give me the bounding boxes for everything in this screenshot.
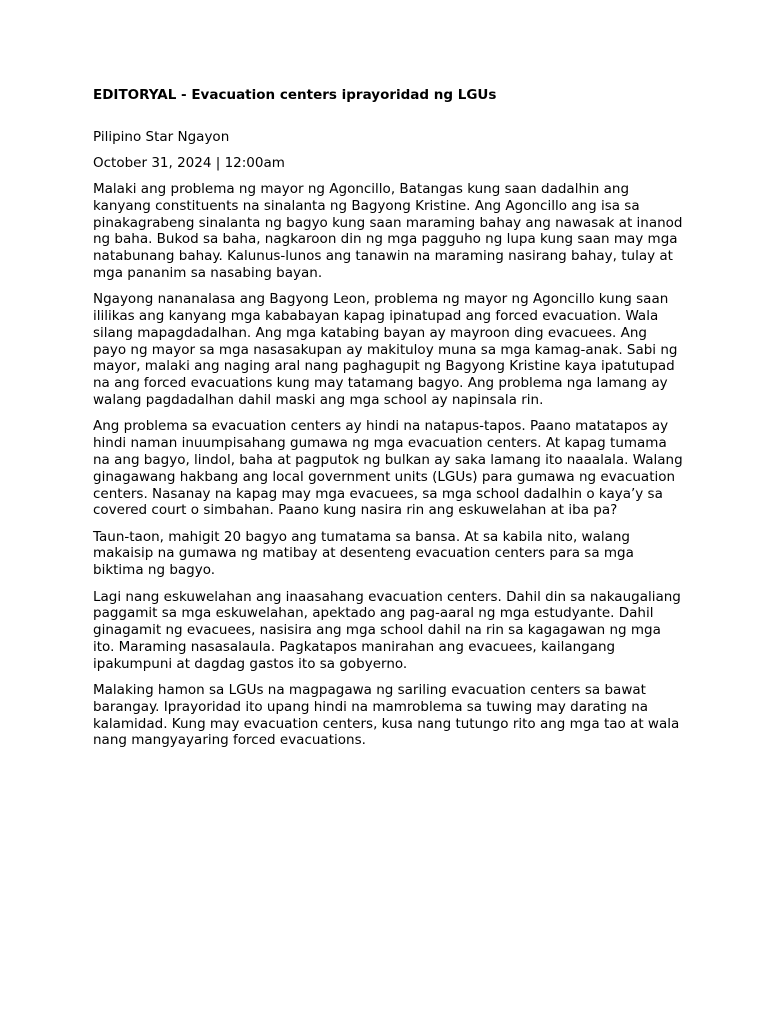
article-paragraph-1: Malaki ang problema ng mayor ng Agoncillo, Batangas kung saan dadalhin ang kanyang constituents na sinalanta ng Bagyong Kristine. Ang Agoncillo ang isa sa pinakagrabeng sinalanta ng bagyo kung saan maraming bahay ang nawasak at inanod ng baha. Bukod sa baha, nagkaroon din ng mga pagguho ng lupa kung saan may mga natabunang bahay. Kalunus-lunos ang tanawin na maraming nasirang bahay, tulay at mga pananim sa nasabing bayan.: [93, 181, 683, 281]
article-title: EDITORYAL - Evacuation centers iprayoridad ng LGUs: [93, 87, 497, 103]
document-page: [93, 86, 683, 759]
article-paragraph-2: Ngayong nananalasa ang Bagyong Leon, problema ng mayor ng Agoncillo kung saan ililikas ang kanyang mga kababayan kapag ipinatupad ang forced evacuation. Wala silang mapagdadalhan. Ang mga katabing bayan ay mayroon ding evacuees. Ang payo ng mayor sa mga nasasakupan ay makituloy muna sa mga kamag-anak. Sabi ng mayor, malaki ang naging aral nang paghagupit ng Bagyong Kristine kaya ipatutupad na ang forced evacuations kung may tatamang bagyo. Ang problema nga lamang ay walang pagdadalhan dahil maski ang mga school ay napinsala rin.: [93, 291, 678, 409]
article-paragraph-4: Taun-taon, mahigit 20 bagyo ang tumatama sa bansa. At sa kabila nito, walang makaisip na gumawa ng matibay at desenteng evacuation centers para sa mga biktima ng bagyo.: [93, 528, 634, 579]
article-paragraph-5: Lagi nang eskuwelahan ang inaasahang evacuation centers. Dahil din sa nakaugaliang paggamit sa mga eskuwelahan, apektado ang pag-aaral ng mga estudyante. Dahil ginagamit ng evacuees, nasisira ang mga school dahil na rin sa kagagawan ng mga ito. Maraming nasasalaula. Pagkatapos manirahan ang evacuees, kailangang ipakumpuni at dagdag gastos ito sa gobyerno.: [93, 588, 681, 672]
article-source: Pilipino Star Ngayon: [93, 129, 230, 145]
article-paragraph-3: Ang problema sa evacuation centers ay hindi na natapus-tapos. Paano matatapos ay hindi naman inuumpisahang gumawa ng mga evacuation centers. At kapag tumama na ang bagyo, lindol, baha at pagputok ng bulkan ay saka lamang ito naaalala. Walang ginagawang hakbang ang local government units (LGUs) para gumawa ng evacuation centers. Nasanay na kapag may mga evacuees, sa mga school dadalhin o kaya’y sa covered court o simbahan. Paano kung nasira rin ang eskuwelahan at iba pa?: [93, 418, 683, 519]
article-paragraph-6: Malaking hamon sa LGUs na magpagawa ng sariling evacuation centers sa bawat barangay. Iprayoridad ito upang hindi na mamroblema sa tuwing may darating na kalamidad. Kung may evacuation centers, kusa nang tutungo rito ang mga tao at wala nang mangyayaring forced evacuations.: [93, 682, 680, 749]
article-date: October 31, 2024 | 12:00am: [93, 155, 285, 171]
